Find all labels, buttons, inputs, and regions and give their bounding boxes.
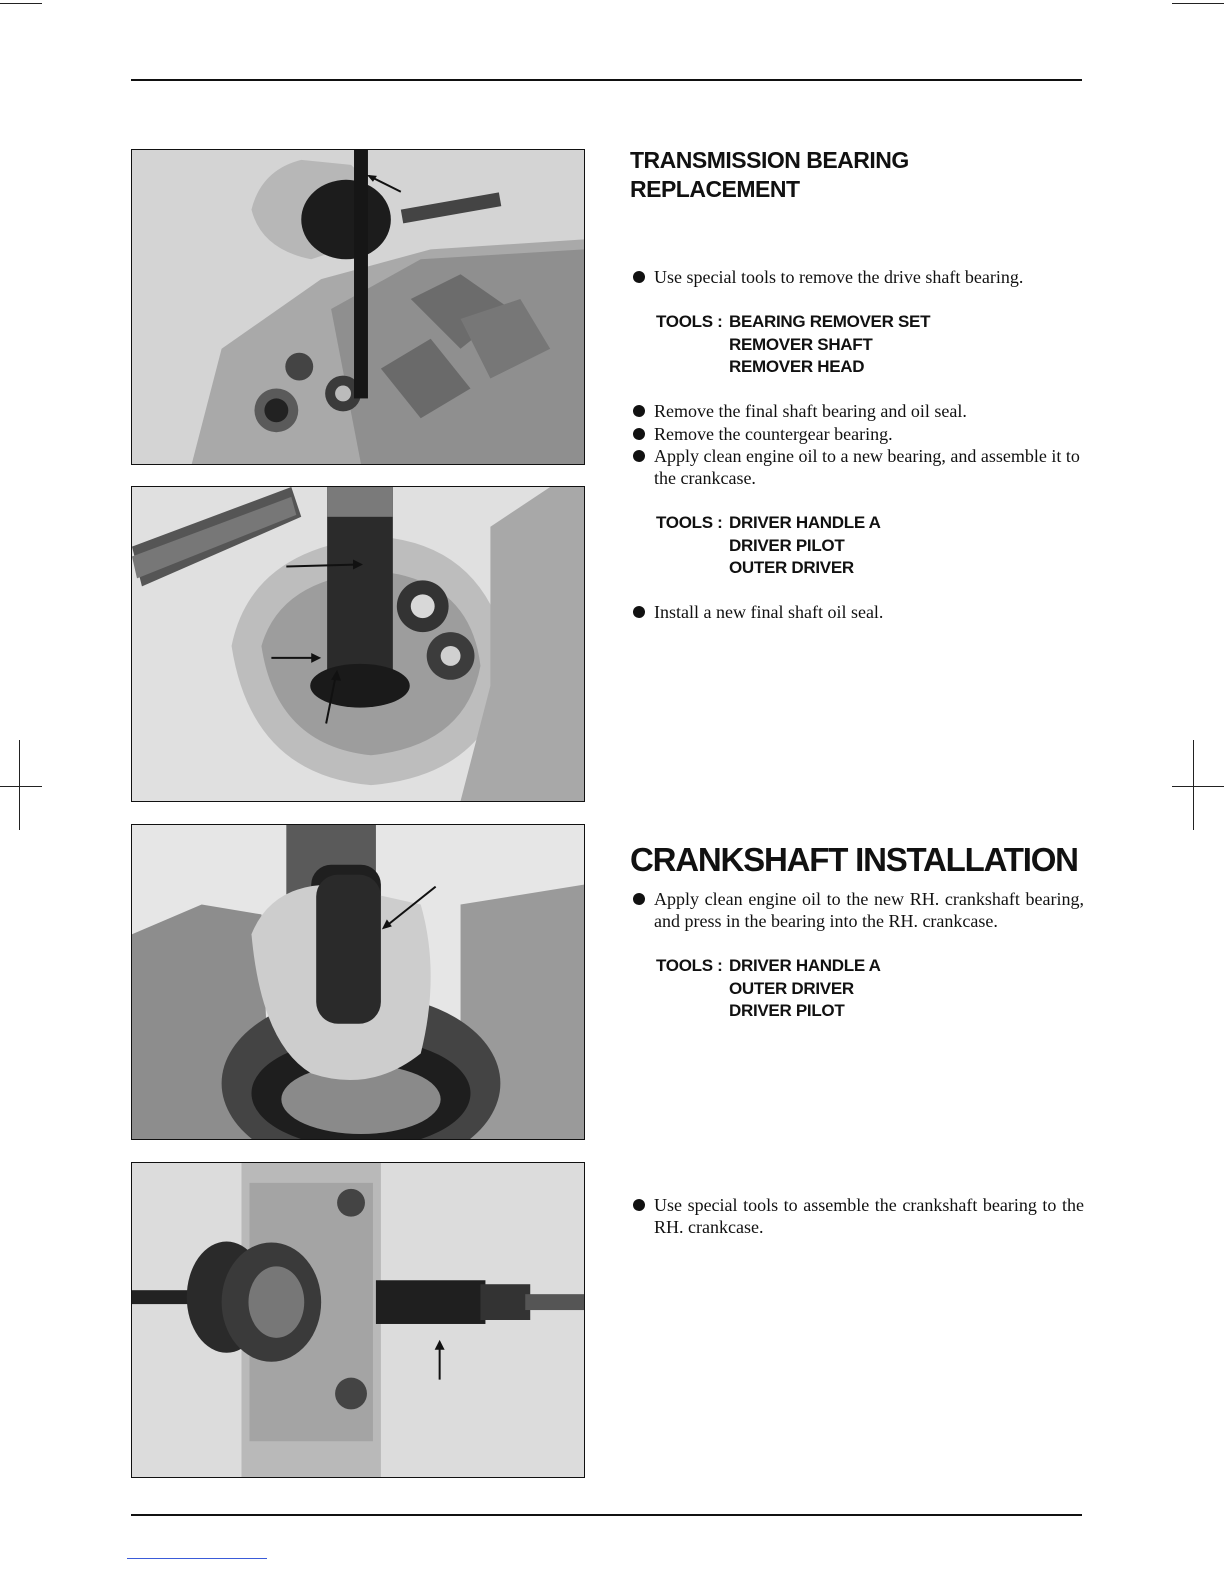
bullet-icon xyxy=(633,271,645,283)
tools-label: TOOLS : xyxy=(656,513,723,532)
photo-driver-installation xyxy=(131,486,585,802)
tool-item: REMOVER HEAD xyxy=(729,357,865,376)
tool-item: DRIVER PILOT xyxy=(729,1001,845,1020)
step-install-oil-seal: Install a new final shaft oil seal. xyxy=(632,601,1084,623)
tool-item: OUTER DRIVER xyxy=(729,978,854,998)
bullet-icon xyxy=(633,893,645,905)
tool-item: DRIVER PILOT xyxy=(729,535,845,555)
bullet-icon xyxy=(633,1199,645,1211)
step-remove-countergear-bearing: Remove the countergear bearing. xyxy=(632,423,1084,445)
crop-mark-top-left xyxy=(0,3,42,4)
section-title-line1: TRANSMISSION BEARING xyxy=(630,147,909,173)
tool-item: BEARING REMOVER SET xyxy=(729,312,931,331)
bottom-rule xyxy=(131,1514,1082,1516)
registration-mark-left-h xyxy=(0,786,42,787)
tools-list-removal xyxy=(656,311,930,379)
registration-mark-right-h xyxy=(1172,786,1224,787)
top-rule xyxy=(131,79,1082,81)
crop-mark-top-right xyxy=(1172,3,1224,4)
step-apply-oil-assemble: Apply clean engine oil to a new bearing, and assemble it to the crankcase. xyxy=(632,445,1084,489)
step-remove-final-shaft-bearing: Remove the final shaft bearing and oil seal. xyxy=(632,400,1084,422)
section-title-transmission-bearing xyxy=(630,146,909,204)
tool-item: REMOVER SHAFT xyxy=(729,334,873,354)
tool-item: DRIVER HANDLE A xyxy=(729,956,881,975)
photo-crankshaft-assembly xyxy=(131,1162,585,1478)
tools-label: TOOLS : xyxy=(656,312,723,331)
tools-list-installation xyxy=(656,512,881,580)
bullet-icon xyxy=(633,450,645,462)
tools-list-crankshaft xyxy=(656,955,881,1023)
step-assemble-crankshaft-bearing: Use special tools to assemble the crankshaft bearing to the RH. crankcase. xyxy=(632,1194,1084,1238)
photo-crankshaft-bearing-press xyxy=(131,824,585,1140)
section-title-line2: REPLACEMENT xyxy=(630,176,800,202)
bullet-icon xyxy=(633,428,645,440)
tool-item: OUTER DRIVER xyxy=(729,558,854,577)
registration-mark-right-v xyxy=(1193,740,1194,830)
section-title-crankshaft-installation: CRANKSHAFT INSTALLATION xyxy=(630,841,1078,878)
tools-label: TOOLS : xyxy=(656,956,723,975)
bullet-icon xyxy=(633,606,645,618)
footer-link-underline xyxy=(127,1558,267,1559)
bullet-icon xyxy=(633,405,645,417)
tool-item: DRIVER HANDLE A xyxy=(729,513,881,532)
step-press-crankshaft-bearing: Apply clean engine oil to the new RH. crankshaft bearing, and press in the bearing into the RH. crankcase. xyxy=(632,888,1084,932)
photo-bearing-removal xyxy=(131,149,585,465)
registration-mark-left-v xyxy=(19,740,20,830)
step-remove-drive-shaft-bearing: Use special tools to remove the drive shaft bearing. xyxy=(632,266,1084,288)
